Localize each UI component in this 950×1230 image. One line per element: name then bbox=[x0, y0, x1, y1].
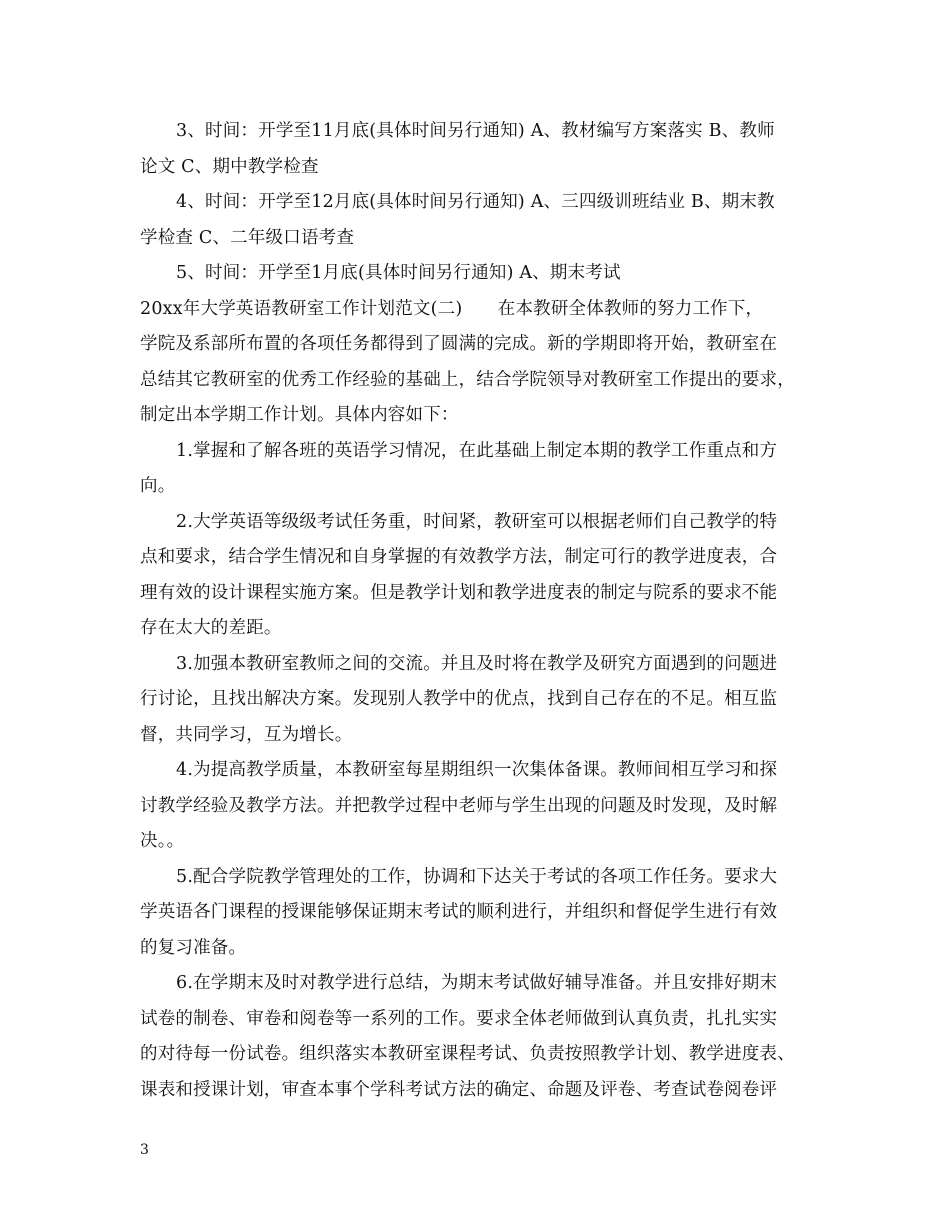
page-number: 3 bbox=[140, 1142, 149, 1158]
text-line: 存在太大的差距。 bbox=[140, 618, 282, 638]
text-line: 论文 C、期中教学检查 bbox=[140, 156, 319, 177]
text-line: 行讨论，且找出解决方案。发现别人教学中的优点，找到自己存在的不足。相互监 bbox=[140, 689, 778, 709]
text-line: 的复习准备。 bbox=[140, 937, 247, 958]
text-line: 决。。 bbox=[140, 831, 185, 851]
text-line: 总结其它教研室的优秀工作经验的基础上，结合学院领导对教研室工作提出的要求， bbox=[140, 369, 795, 390]
text-line: 4.为提高教学质量，本教研室每星期组织一次集体备课。教师间相互学习和探 bbox=[176, 760, 778, 780]
text-line: 讨教学经验及教学方法。并把教学过程中老师与学生出现的问题及时发现，及时解 bbox=[140, 795, 778, 816]
body-text bbox=[140, 114, 815, 1108]
text-line: 学检查 C、二年级口语考查 bbox=[140, 227, 355, 248]
text-line: 4、时间：开学至12月底(具体时间另行通知) A、三四级训班结业 B、期末教 bbox=[176, 192, 775, 212]
text-line: 督，共同学习，互为增长。 bbox=[140, 724, 353, 745]
text-line: 2.大学英语等级级考试任务重，时间紧，教研室可以根据老师们自己教学的特 bbox=[176, 511, 778, 532]
text-line: 理有效的设计课程实施方案。但是教学计划和教学进度表的制定与院系的要求不能 bbox=[140, 582, 778, 603]
text-line: 点和要求，结合学生情况和自身掌握的有效教学方法，制定可行的教学进度表，合 bbox=[140, 547, 778, 567]
text-line: 3.加强本教研室教师之间的交流。并且及时将在教学及研究方面遇到的问题进 bbox=[176, 653, 778, 674]
text-line: 向。 bbox=[140, 476, 176, 496]
text-line: 20xx年大学英语教研室工作计划范文(二) 在本教研全体教师的努力工作下， bbox=[140, 298, 764, 319]
text-line: 5.配合学院教学管理处的工作，协调和下达关于考试的各项工作任务。要求大 bbox=[176, 866, 778, 887]
text-line: 3、时间：开学至11月底(具体时间另行通知) A、教材编写方案落实 B、教师 bbox=[176, 121, 775, 141]
text-line: 5、时间：开学至1月底(具体时间另行通知) A、期末考试 bbox=[176, 263, 621, 283]
text-line: 学院及系部所布置的各项任务都得到了圆满的完成。新的学期即将开始，教研室在 bbox=[140, 334, 778, 354]
text-line: 制定出本学期工作计划。具体内容如下： bbox=[140, 405, 459, 425]
text-line: 6.在学期末及时对教学进行总结，为期末考试做好辅导准备。并且安排好期末 bbox=[176, 973, 778, 993]
text-line: 试卷的制卷、审卷和阅卷等一系列的工作。要求全体老师做到认真负责，扎扎实实 bbox=[140, 1008, 778, 1029]
text-line: 1.掌握和了解各班的英语学习情况，在此基础上制定本期的教学工作重点和方 bbox=[176, 440, 778, 461]
text-line: 课表和授课计划，审查本事个学科考试方法的确定、命题及评卷、考查试卷阅卷评 bbox=[140, 1079, 778, 1100]
text-line: 的对待每一份试卷。组织落实本教研室课程考试、负责按照教学计划、教学进度表、 bbox=[140, 1044, 795, 1064]
text-line: 学英语各门课程的授课能够保证期末考试的顺利进行，并组织和督促学生进行有效 bbox=[140, 902, 778, 922]
